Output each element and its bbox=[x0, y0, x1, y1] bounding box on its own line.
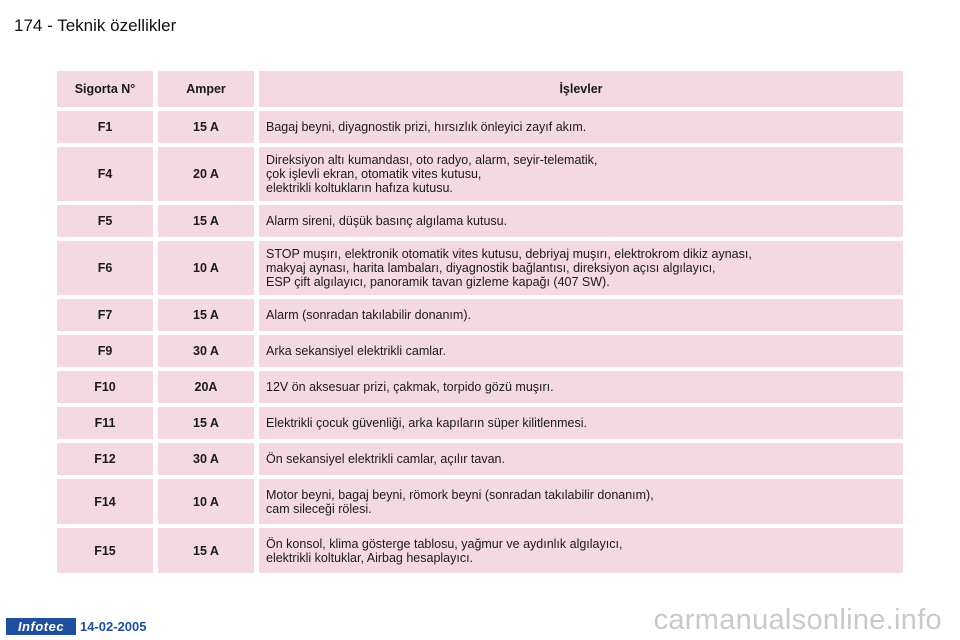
fuse-number-cell: F11 bbox=[57, 407, 158, 439]
header-fuse-number: Sigorta N° bbox=[57, 71, 158, 107]
function-cell bbox=[259, 443, 903, 475]
fuse-number-cell: F7 bbox=[57, 299, 158, 331]
function-line: elektrikli koltukların hafıza kutusu. bbox=[266, 181, 453, 195]
ampere-cell: 10 A bbox=[158, 241, 259, 295]
table-row bbox=[57, 241, 903, 295]
function-cell bbox=[259, 205, 903, 237]
fuse-number-cell: F14 bbox=[57, 479, 158, 524]
function-cell bbox=[259, 111, 903, 143]
ampere-cell: 20 A bbox=[158, 147, 259, 201]
function-line: Arka sekansiyel elektrikli camlar. bbox=[266, 344, 446, 358]
table-row bbox=[57, 205, 903, 237]
header-functions: İşlevler bbox=[259, 71, 903, 107]
function-cell bbox=[259, 299, 903, 331]
header-separator: - bbox=[47, 16, 53, 35]
fuse-table bbox=[57, 67, 903, 577]
fuse-number-cell: F1 bbox=[57, 111, 158, 143]
table-header-row bbox=[57, 71, 903, 107]
table-row bbox=[57, 335, 903, 367]
table-row bbox=[57, 528, 903, 573]
fuse-number-cell: F12 bbox=[57, 443, 158, 475]
function-line: çok işlevli ekran, otomatik vites kutusu, bbox=[266, 167, 482, 181]
table-row bbox=[57, 299, 903, 331]
function-cell bbox=[259, 241, 903, 295]
fuse-number-cell: F4 bbox=[57, 147, 158, 201]
function-cell bbox=[259, 371, 903, 403]
function-cell bbox=[259, 407, 903, 439]
ampere-cell: 30 A bbox=[158, 443, 259, 475]
ampere-cell: 10 A bbox=[158, 479, 259, 524]
ampere-cell: 15 A bbox=[158, 407, 259, 439]
table-row bbox=[57, 111, 903, 143]
function-line: Ön sekansiyel elektrikli camlar, açılır tavan. bbox=[266, 452, 505, 466]
function-cell bbox=[259, 479, 903, 524]
function-line: Ön konsol, klima gösterge tablosu, yağmur ve aydınlık algılayıcı, bbox=[266, 536, 623, 551]
watermark: carmanualsonline.info bbox=[653, 604, 942, 636]
function-line: elektrikli koltuklar, Airbag hesaplayıcı. bbox=[266, 550, 474, 565]
header-ampere: Amper bbox=[158, 71, 259, 107]
page-number: 174 bbox=[14, 16, 43, 35]
ampere-cell: 20A bbox=[158, 371, 259, 403]
infotec-logo: Infotec bbox=[6, 618, 76, 635]
fuse-number-cell: F10 bbox=[57, 371, 158, 403]
function-line: Alarm sireni, düşük basınç algılama kutusu. bbox=[266, 214, 508, 228]
table-row bbox=[57, 443, 903, 475]
function-line: Bagaj beyni, diyagnostik prizi, hırsızlık önleyici zayıf akım. bbox=[266, 120, 587, 134]
fuse-number-cell: F6 bbox=[57, 241, 158, 295]
function-cell bbox=[259, 528, 903, 573]
page-header bbox=[14, 16, 176, 36]
fuse-rows bbox=[57, 111, 903, 573]
function-line: Alarm (sonradan takılabilir donanım). bbox=[266, 308, 471, 322]
function-line: Direksiyon altı kumandası, oto radyo, alarm, seyir-telematik, bbox=[266, 153, 598, 167]
ampere-cell: 15 A bbox=[158, 205, 259, 237]
ampere-cell: 15 A bbox=[158, 111, 259, 143]
ampere-cell: 15 A bbox=[158, 299, 259, 331]
function-cell bbox=[259, 335, 903, 367]
page-title: Teknik özellikler bbox=[57, 16, 177, 35]
function-line: ESP çift algılayıcı, panoramik tavan gizleme kapağı (407 SW). bbox=[266, 275, 610, 289]
function-line: makyaj aynası, harita lambaları, diyagnostik bağlantısı, direksiyon açısı algılayıcı, bbox=[266, 261, 716, 275]
table-row bbox=[57, 371, 903, 403]
function-line: cam sileceği rölesi. bbox=[266, 501, 372, 516]
function-line: Elektrikli çocuk güvenliği, arka kapıların süper kilitlenmesi. bbox=[266, 416, 587, 430]
fuse-number-cell: F9 bbox=[57, 335, 158, 367]
fuse-number-cell: F15 bbox=[57, 528, 158, 573]
table-row bbox=[57, 479, 903, 524]
function-cell bbox=[259, 147, 903, 201]
ampere-cell: 15 A bbox=[158, 528, 259, 573]
function-line: 12V ön aksesuar prizi, çakmak, torpido gözü muşırı. bbox=[266, 380, 554, 394]
function-line: Motor beyni, bagaj beyni, römork beyni (sonradan takılabilir donanım), bbox=[266, 487, 654, 502]
ampere-cell: 30 A bbox=[158, 335, 259, 367]
footer-date: 14-02-2005 bbox=[80, 619, 147, 634]
table-row bbox=[57, 147, 903, 201]
fuse-number-cell: F5 bbox=[57, 205, 158, 237]
function-line: STOP muşırı, elektronik otomatik vites kutusu, debriyaj muşırı, elektrokrom dikiz aynası, bbox=[266, 247, 752, 261]
table-row bbox=[57, 407, 903, 439]
